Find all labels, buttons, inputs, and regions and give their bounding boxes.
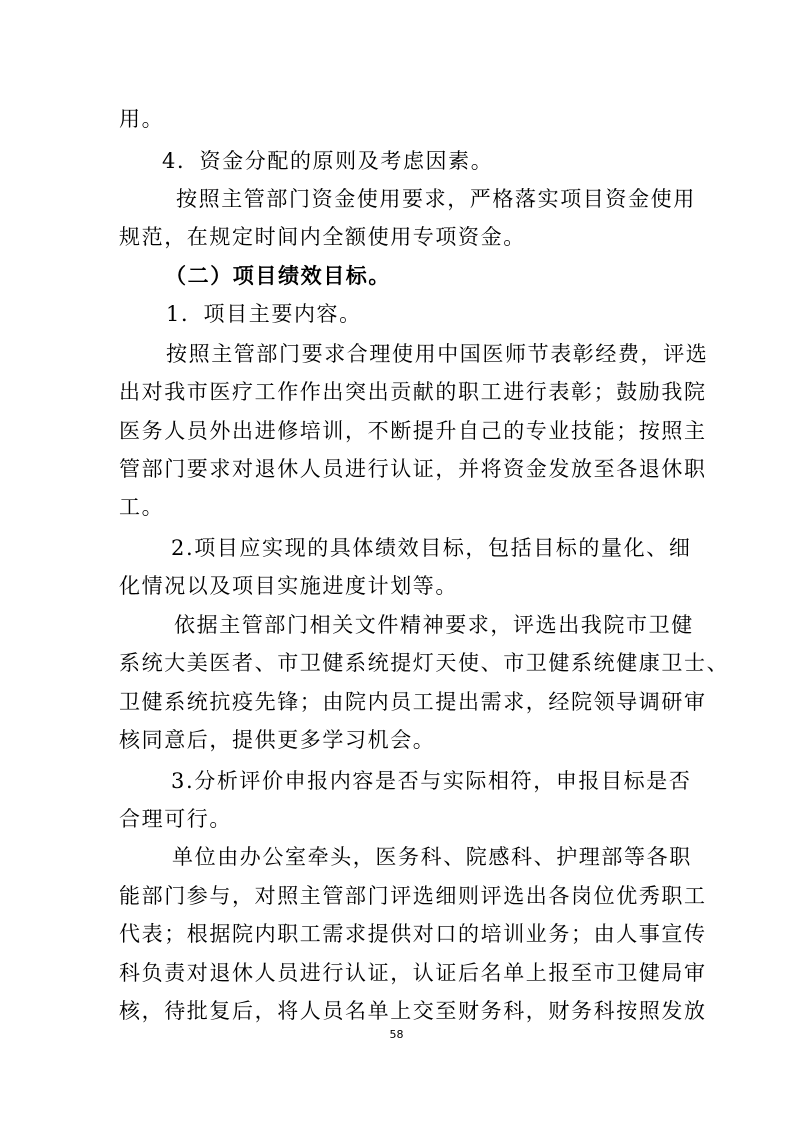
paragraph-line: 核同意后，提供更多学习机会。 [119,728,436,752]
paragraph-line: 卫健系统抗疫先锋；由院内员工提出需求，经院领导调研审 [119,690,707,714]
list-item-heading: 2.项目应实现的具体绩效目标，包括目标的量化、细 [171,536,692,560]
list-item-heading: 1．项目主要内容。 [166,302,362,326]
paragraph-line: 代表；根据院内职工需求提供对口的培训业务；由人事宣传 [119,922,707,946]
paragraph-line: 能部门参与，对照主管部门评选细则评选出各岗位优秀职工 [119,884,707,908]
paragraph-line: 化情况以及项目实施进度计划等。 [119,574,458,598]
paragraph-line: 管部门要求对退休人员进行认证，并将资金发放至各退休职 [119,457,707,481]
paragraph-line: 科负责对退休人员进行认证，认证后名单上报至市卫健局审 [119,961,707,985]
paragraph-line: 规范，在规定时间内全额使用专项资金。 [119,225,526,249]
paragraph-line: 工。 [119,495,165,519]
list-item-heading: 3.分析评价申报内容是否与实际相符，申报目标是否 [171,769,692,793]
page-number: 58 [389,1028,404,1041]
text-line: 用。 [119,107,165,131]
paragraph-line: 医务人员外出进修培训，不断提升自己的专业技能；按照主 [119,419,707,443]
paragraph-line: 出对我市医疗工作作出突出贡献的职工进行表彰；鼓励我院 [119,380,707,404]
paragraph-line: 系统大美医者、市卫健系统提灯天使、市卫健系统健康卫士、 [119,651,730,675]
paragraph-line: 合理可行。 [119,807,232,831]
paragraph-line: 按照主管部门资金使用要求，严格落实项目资金使用 [176,187,696,211]
section-heading: （二）项目绩效目标。 [165,263,391,288]
paragraph-line: 依据主管部门相关文件精神要求，评选出我院市卫健 [174,613,694,637]
paragraph-line: 核，待批复后，将人员名单上交至财务科，财务科按照发放 [119,999,707,1023]
paragraph-line: 单位由办公室牵头，医务科、院感科、护理部等各职 [172,845,692,869]
paragraph-line: 按照主管部门要求合理使用中国医师节表彰经费，评选 [166,342,709,366]
list-item-heading: 4．资金分配的原则及考虑因素。 [162,149,494,173]
